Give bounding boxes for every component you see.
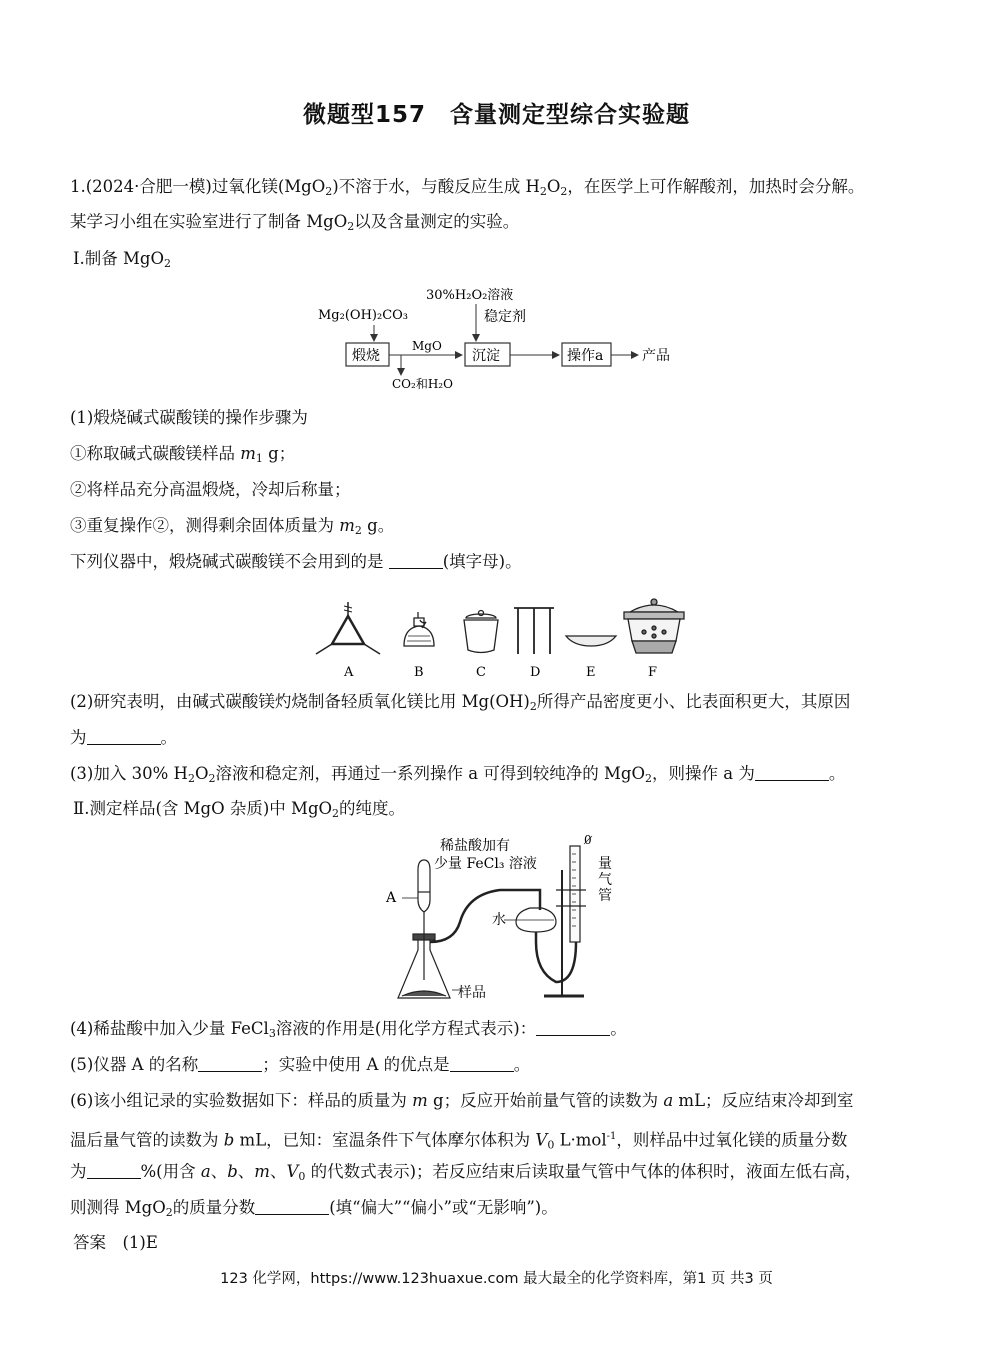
preparation-flow-diagram [310,282,690,394]
tripod-icon [514,608,554,654]
instrument-label-a: A [344,665,354,680]
crucible-icon [464,611,498,653]
part1-heading: Ⅰ.制备 MgO$_2$ [73,249,171,270]
instrument-label-c: C [476,665,486,680]
evaporating-dish-icon [566,636,616,646]
zero-mark: 0 [584,833,592,847]
answer-blank[interactable] [450,1055,514,1072]
s1-head: (1)煅烧碱式碳酸镁的操作步骤为 [70,408,308,427]
product-label: 产品 [642,348,670,364]
instruments-figure [308,596,692,682]
water-label: 水 [492,912,506,928]
mgo-arrow-label: MgO [412,339,442,353]
answer-blank[interactable] [87,728,161,745]
instrument-label-e: E [586,665,596,680]
reagent-h2o2-label: 30%H₂O₂溶液 [426,288,514,303]
flow-box-calcine-label: 煅烧 [352,348,380,364]
s2-line1: (2)研究表明，由碱式碳酸镁灼烧制备轻质氧化镁比用 $Mg(OH)_2$所得产品密度更小、比表面积更大，其原因 [70,692,851,713]
page-title: 微题型157 含量测定型综合实验题 [302,102,690,128]
s3-line: (3)加入 30% $H_2O_2$溶液和稳定剂，再通过一系列操作 a 可得到较纯净的 MgO$_2$，则操作 a 为 。 [70,764,846,785]
sample-label: 样品 [458,985,486,1001]
q1-intro-line2: 某学习小组在实验室进行了制备 MgO$_2$以及含量测定的实验。 [70,212,520,233]
answer-blank[interactable] [255,1198,329,1215]
label-a: A [386,890,397,906]
gas-tube-char-3: 管 [598,888,612,904]
desiccator-icon [624,599,684,653]
s1-step1: ①称取碱式碳酸镁样品 $m_1$ g； [70,444,296,465]
clay-triangle-icon [316,602,380,654]
instrument-label-b: B [414,665,424,680]
mg-feed-label: Mg₂(OH)₂CO₃ [318,308,409,323]
s6-line2: 温后量气管的读数为 b mL，已知：室温条件下气体摩尔体积为 $V_0$ L·mol$^{-1}$，则样品中过氧化镁的质量分数 [70,1130,848,1152]
stabilizer-label: 稳定剂 [484,309,526,325]
flow-box-operation-a-label: 操作a [567,348,604,364]
s6-line4: 则测得 MgO$_2$的质量分数 (填“偏大”“偏小”或“无影响”)。 [70,1198,558,1219]
flow-box-precipitate-label: 沉淀 [472,348,500,364]
gas-tube-char-2: 气 [598,872,612,888]
s2-line2: 为 。 [70,728,177,747]
s6-line1: (6)该小组记录的实验数据如下：样品的质量为 m g；反应开始前量气管的读数为 a mL；反应结束冷却到室 [70,1091,854,1110]
byproduct-label: CO₂和H₂O [392,377,453,391]
part2-heading: Ⅱ.测定样品(含 MgO 杂质)中 MgO$_2$的纯度。 [73,799,406,820]
s1-step3: ③重复操作②，测得剩余固体质量为 $m_2$ g。 [70,516,395,537]
acid-label-line1: 稀盐酸加有 [440,838,510,854]
answer-blank[interactable] [536,1019,610,1036]
s1-step2: ②将样品充分高温煅烧，冷却后称量； [70,480,351,499]
alcohol-lamp-icon [404,612,434,646]
answer-blank[interactable] [87,1162,141,1179]
s1-question: 下列仪器中，煅烧碱式碳酸镁不会用到的是 (填字母)。 [70,552,522,571]
q1-intro-line1: 1.(2024·合肥一模)过氧化镁(MgO$_2$)不溶于水，与酸反应生成 $H_2O_2$，在医学上可作解酸剂，加热时会分解。 [70,177,865,198]
instrument-label-d: D [530,665,541,680]
answer-line: 答案 (1)E [73,1233,158,1252]
answer-blank[interactable] [198,1055,262,1072]
s5-line: (5)仪器 A 的名称 ；实验中使用 A 的优点是 。 [70,1055,531,1074]
acid-label-line2: 少量 FeCl₃ 溶液 [434,856,537,872]
s6-line3: 为 %(用含 a、b、m、$V_0$ 的代数式表示)；若反应结束后读取量气管中气体的体积时，液面左低右高， [70,1162,862,1183]
gas-tube-char-1: 量 [598,856,612,872]
page-footer: 123 化学网，https://www.123huaxue.com 最大最全的化学资料库，第1 页 共3 页 [220,1271,773,1287]
answer-blank[interactable] [755,764,829,781]
instrument-label-f: F [648,665,658,680]
s4-line: (4)稀盐酸中加入少量 FeCl$_3$溶液的作用是(用化学方程式表示)： 。 [70,1019,627,1040]
answer-blank[interactable] [389,552,443,569]
apparatus-diagram [380,830,630,1006]
